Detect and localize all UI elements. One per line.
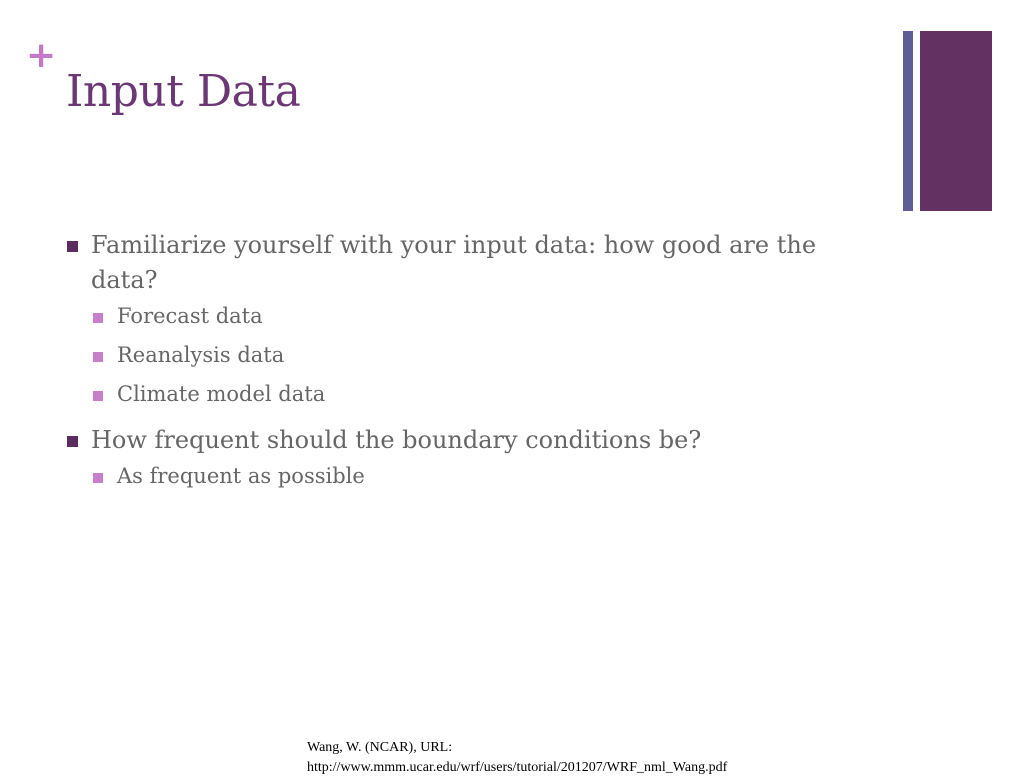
citation-url[interactable]: http://www.mmm.ucar.edu/wrf/users/tutorial/201207/WRF_nml_Wang.pdf xyxy=(307,760,728,775)
plus-icon: + xyxy=(26,35,57,76)
slide-content xyxy=(66,228,886,501)
bullet-list xyxy=(66,228,886,491)
slide-title: Input Data xyxy=(66,66,301,117)
sub-bullet-list xyxy=(91,462,886,491)
bullet-item xyxy=(66,423,886,491)
sub-bullet-item: Forecast data xyxy=(91,302,886,331)
bullet-text: Familiarize yourself with your input data: how good are the data? xyxy=(91,231,817,294)
sub-bullet-list xyxy=(91,302,886,409)
citation-author: Wang, W. (NCAR), URL: xyxy=(307,740,453,755)
accent-bar-wide xyxy=(920,31,992,211)
bullet-item xyxy=(66,228,886,409)
sub-bullet-item: As frequent as possible xyxy=(91,462,886,491)
sub-bullet-item: Reanalysis data xyxy=(91,341,886,370)
citation xyxy=(307,738,727,778)
sub-bullet-item: Climate model data xyxy=(91,380,886,409)
bullet-text: How frequent should the boundary conditions be? xyxy=(91,426,702,454)
accent-bar-thin xyxy=(903,31,913,211)
